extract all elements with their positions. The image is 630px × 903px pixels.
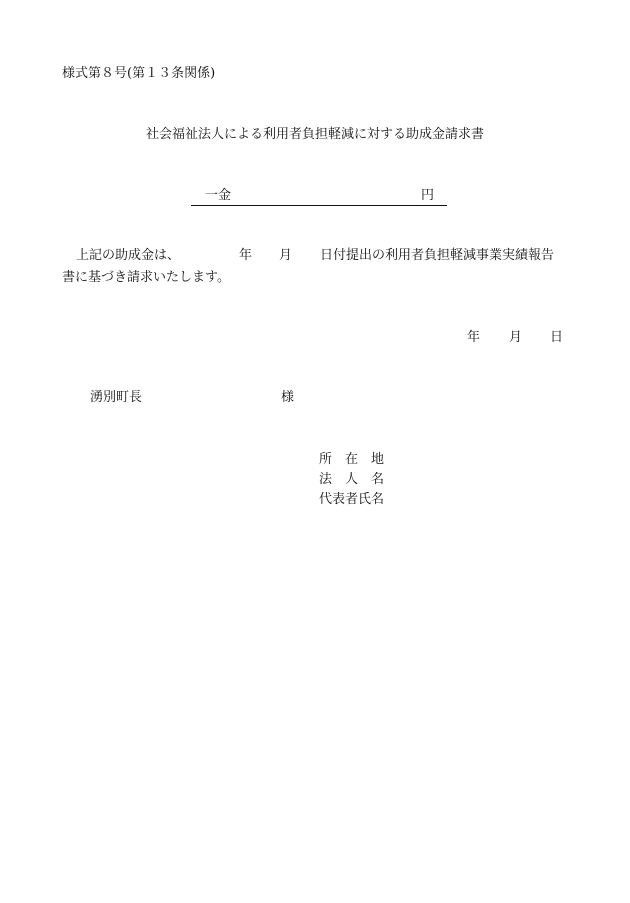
location-label: 所 在 地 [319,452,385,467]
date-year-label: 年 [467,330,481,345]
form-number: 様式第８号(第１３条関係) [62,66,216,81]
body-text-report: 日付提出の利用者負担軽減事業実績報告 [320,248,555,263]
body-text-line2: 書に基づき請求いたします。 [62,270,230,285]
addressee-name: 湧別町長 [90,390,143,405]
addressee-honorific: 様 [281,390,295,405]
document-title: 社会福祉法人による利用者負担軽減に対する助成金請求書 [145,127,484,142]
date-day-label: 日 [550,330,564,345]
amount-unit: 円 [421,188,435,203]
corporation-name-label: 法 人 名 [319,472,385,487]
body-month-label: 月 [279,248,293,263]
date-month-label: 月 [509,330,523,345]
representative-name-label: 代表者氏名 [319,492,385,507]
body-text-intro: 上記の助成金は、 [76,248,181,263]
body-year-label: 年 [239,248,253,263]
amount-prefix: 一金 [205,188,232,203]
